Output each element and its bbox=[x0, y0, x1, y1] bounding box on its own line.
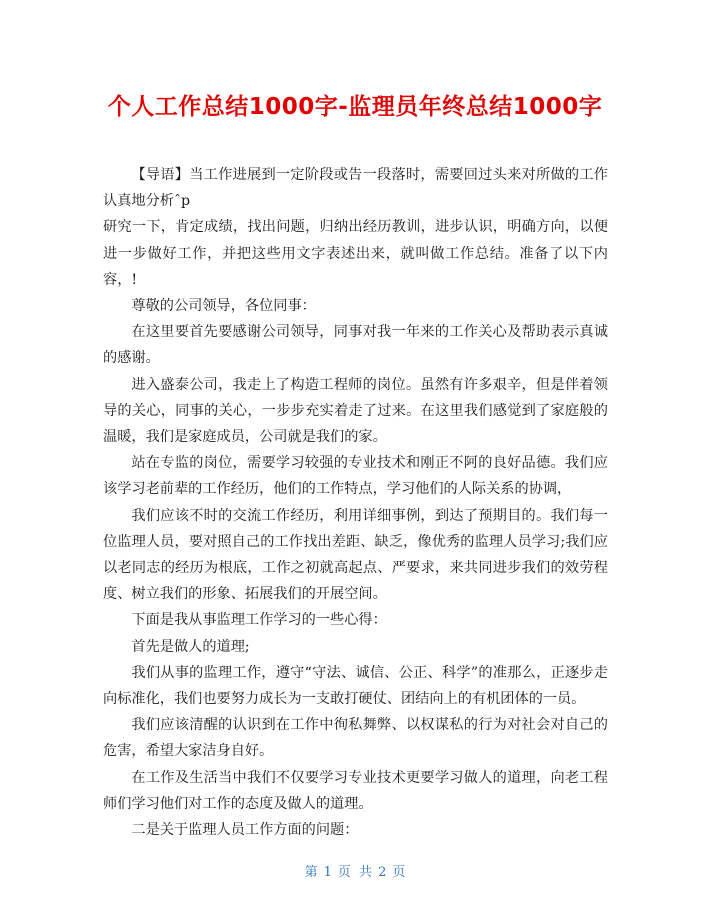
paragraph: 在工作及生活当中我们不仅要学习专业技术更要学习做人的道理，向老工程师们学习他们对工作的态度及做人的道理。 bbox=[103, 769, 608, 812]
paragraph-intro: 【导语】当工作进展到一定阶段或告一段落时，需要回过头来对所做的工作认真地分析ˆp bbox=[103, 167, 608, 210]
footer-label-of: 页 共 bbox=[337, 865, 373, 880]
document-body bbox=[103, 162, 608, 843]
paragraph: 二是关于监理人员工作方面的问题： bbox=[131, 822, 359, 839]
footer-label-page: 第 bbox=[304, 865, 318, 880]
footer-current-page: 1 bbox=[323, 865, 332, 880]
paragraph: 进入盛泰公司，我走上了构造工程师的岗位。虽然有许多艰辛，但是伴着领导的关心，同事的关心，一步步充实着走了过来。在这里我们感觉到了家庭般的温暖，我们是家庭成员，公司就是我们的家。 bbox=[103, 376, 608, 446]
paragraph: 下面是我从事监理工作学习的一些心得： bbox=[131, 612, 387, 629]
paragraph: 我们应该清醒的认识到在工作中徇私舞弊、以权谋私的行为对社会对自己的危害，希望大家洁身自好。 bbox=[103, 717, 608, 760]
paragraph: 在这里要首先要感谢公司领导，同事对我一年来的工作关心及帮助表示真诚的感谢。 bbox=[103, 324, 608, 367]
footer-total-pages: 2 bbox=[378, 865, 387, 880]
paragraph-intro-continued: 研究一下，肯定成绩，找出问题，归纳出经历教训，进步认识，明确方向，以便进一步做好工作，并把这些用文字表述出来，就叫做工作总结。准备了以下内容，! bbox=[103, 219, 608, 288]
paragraph: 首先是做人的道理; bbox=[131, 638, 250, 655]
paragraph: 站在专监的岗位，需要学习较强的专业技术和刚正不阿的良好品德。我们应该学习老前辈的工作经历，他们的工作特点，学习他们的人际关系的协调， bbox=[103, 455, 608, 498]
paragraph: 我们应该不时的交流工作经历，利用详细事例，到达了预期目的。我们每一位监理人员，要对照自己的工作找出差距、缺乏，像优秀的监理人员学习;我们应以老同志的经历为根底，工作之初就高起点、严要求，来共同进步我们的效劳程度、树立我们的形象、拓展我们的开展空间。 bbox=[103, 507, 608, 603]
paragraph: 我们从事的监理工作，遵守“守法、诚信、公正、科学”的准那么，正逐步走向标准化，我们也要努力成长为一支敢打硬仗、团结向上的有机团体的一员。 bbox=[103, 664, 608, 708]
page-number-footer bbox=[0, 861, 710, 880]
page-title: 个人工作总结1000字-监理员年终总结1000字 bbox=[107, 94, 603, 120]
footer-label-pages: 页 bbox=[392, 865, 406, 880]
paragraph-salutation: 尊敬的公司领导，各位同事： bbox=[131, 298, 316, 315]
